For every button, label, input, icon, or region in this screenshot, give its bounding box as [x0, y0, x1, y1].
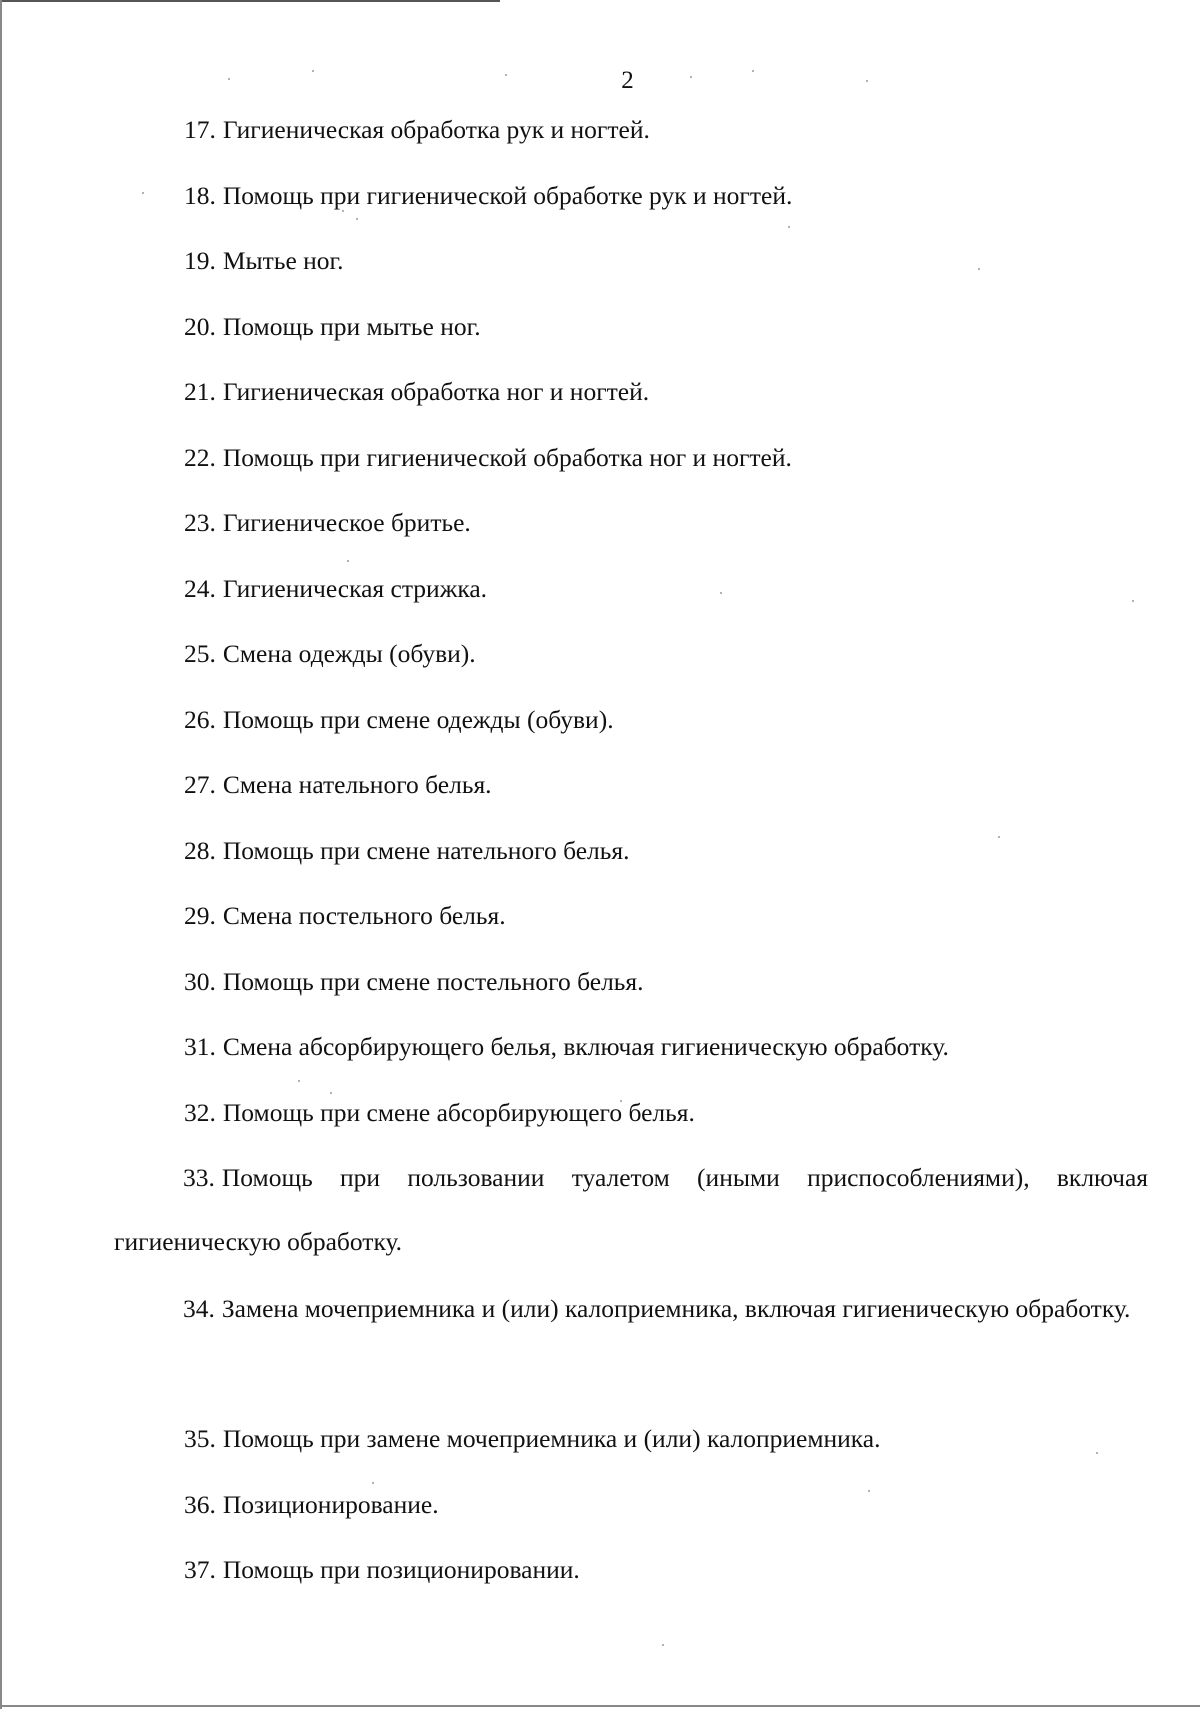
list-item: 17. Гигиеническая обработка рук и ногтей. [184, 115, 650, 144]
list-item: 20. Помощь при мытье ног. [184, 312, 481, 341]
list-item: 36. Позиционирование. [184, 1490, 439, 1519]
list-item: 19. Мытье ног. [184, 246, 344, 275]
list-item: 33. Помощь при пользовании туалетом (иными приспособлениями), включая гигиеническую обработку. [114, 1163, 1148, 1256]
list-item: 23. Гигиеническое бритье. [184, 508, 471, 537]
list-item: 18. Помощь при гигиенической обработке рук и ногтей. [184, 181, 793, 210]
list-item: 28. Помощь при смене нательного белья. [184, 836, 630, 865]
list-item: 32. Помощь при смене абсорбирующего белья. [184, 1098, 695, 1127]
page-number: 2 [621, 67, 634, 94]
list-item: 27. Смена нательного белья. [184, 770, 492, 799]
list-item: 24. Гигиеническая стрижка. [184, 574, 488, 603]
list-item: 35. Помощь при замене мочеприемника и (или) калоприемника. [184, 1424, 881, 1453]
list-item: 37. Помощь при позиционировании. [184, 1555, 580, 1584]
list-item: 34. Замена мочеприемника и (или) калоприемника, включая гигиеническую обработку. [183, 1294, 1131, 1323]
list-item: 21. Гигиеническая обработка ног и ногтей. [184, 377, 650, 406]
list-item: 26. Помощь при смене одежды (обуви). [184, 705, 614, 734]
list-item: 31. Смена абсорбирующего белья, включая гигиеническую обработку. [184, 1032, 949, 1061]
list-item: 29. Смена постельного белья. [184, 901, 506, 930]
list-item: 25. Смена одежды (обуви). [184, 639, 476, 668]
list-item: 30. Помощь при смене постельного белья. [184, 967, 644, 996]
list-item: 22. Помощь при гигиенической обработка ног и ногтей. [184, 443, 792, 472]
